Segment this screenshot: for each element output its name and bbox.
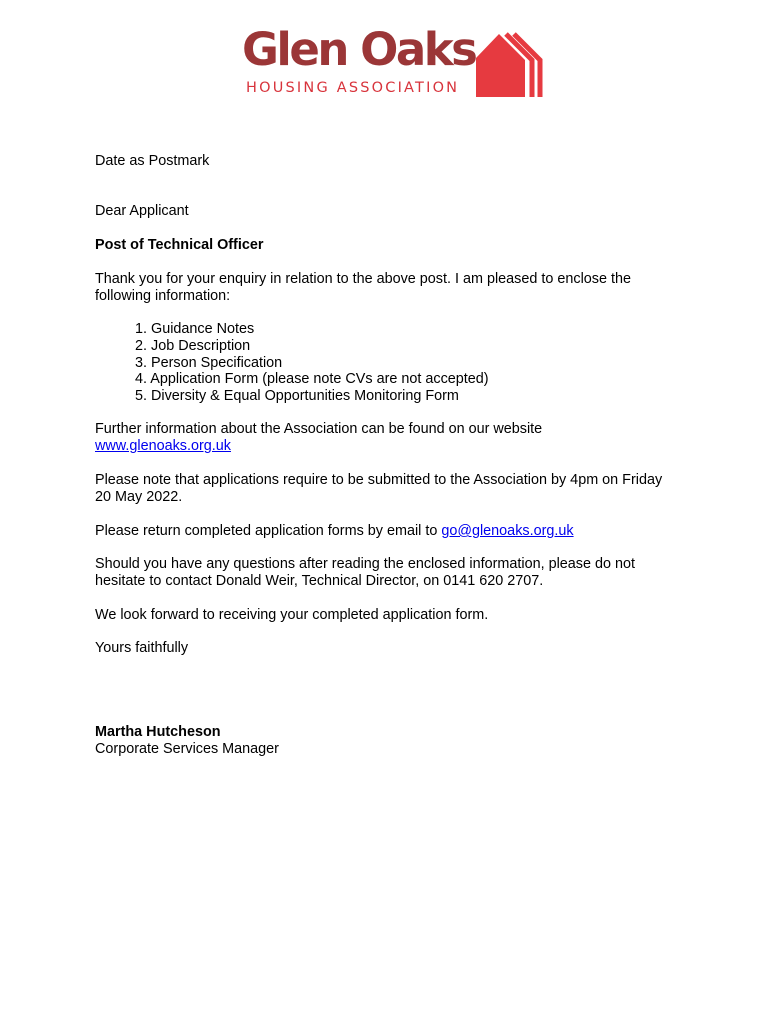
signoff: Yours faithfully bbox=[95, 640, 189, 656]
website-link[interactable]: www.glenoaks.org.uk bbox=[95, 437, 231, 454]
list-item: 3. Person Specification bbox=[135, 354, 283, 371]
logo-subtitle: HOUSING ASSOCIATION bbox=[246, 80, 460, 96]
signatory-title: Corporate Services Manager bbox=[95, 741, 279, 757]
glen-oaks-logo bbox=[240, 23, 552, 100]
list-item: 5. Diversity & Equal Opportunities Monitoring Form bbox=[135, 388, 459, 405]
email-link[interactable]: go@glenoaks.org.uk bbox=[441, 523, 574, 539]
list-item: 1. Guidance Notes bbox=[135, 321, 255, 337]
intro-paragraph: Thank you for your enquiry in relation to the above post. I am pleased to enclose the following information: bbox=[95, 271, 631, 304]
signatory-name: Martha Hutcheson bbox=[95, 724, 221, 740]
salutation: Dear Applicant bbox=[95, 203, 189, 219]
website-paragraph bbox=[95, 421, 675, 455]
logo-name: Glen Oaks bbox=[242, 23, 476, 76]
questions-paragraph: Should you have any questions after reading the enclosed information, please do not hesitate to contact Donald Weir, Technical Director, on 0141 620 2707. bbox=[95, 556, 636, 589]
return-text: Please return completed application forms by email to bbox=[95, 523, 438, 539]
list-item: 4. Application Form (please note CVs are not accepted) bbox=[135, 371, 489, 388]
house-icon bbox=[476, 30, 548, 98]
website-text: Further information about the Association can be found on our website bbox=[95, 421, 543, 437]
enclosures-list bbox=[95, 321, 675, 405]
return-paragraph bbox=[95, 523, 675, 540]
letter-date: Date as Postmark bbox=[95, 153, 210, 169]
deadline-paragraph: Please note that applications require to be submitted to the Association by 4pm on Friday 20 May 2022. bbox=[95, 472, 663, 505]
letter-subject: Post of Technical Officer bbox=[95, 237, 264, 253]
closing-line: We look forward to receiving your completed application form. bbox=[95, 607, 489, 623]
list-item: 2. Job Description bbox=[135, 337, 251, 354]
